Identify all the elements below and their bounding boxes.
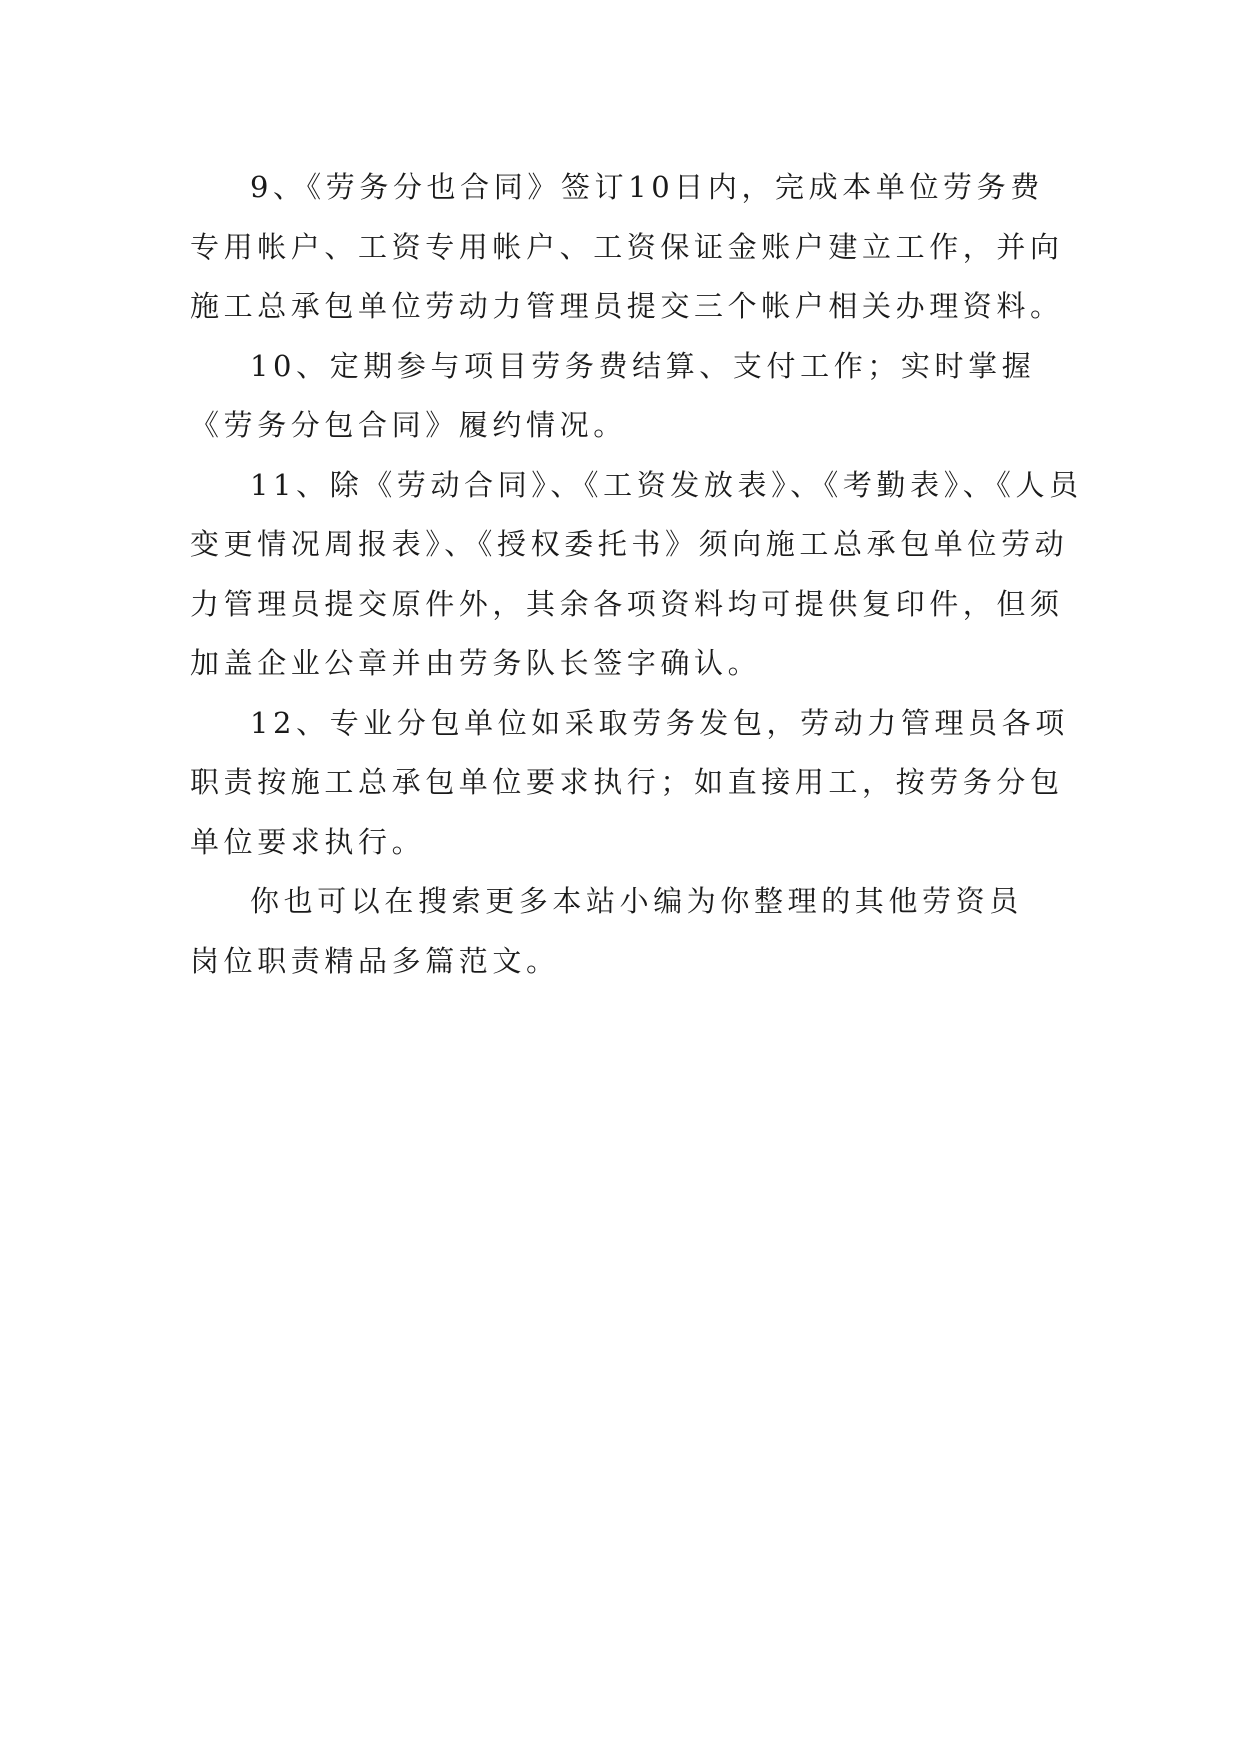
- closing-line-1: 你也可以在搜索更多本站小编为你整理的其他劳资员: [250, 884, 1023, 918]
- paragraph-9-line-1: 9、《劳务分也合同》签订10日内，完成本单位劳务费: [250, 170, 1044, 204]
- paragraph-12-line-1: 12、专业分包单位如采取劳务发包，劳动力管理员各项: [250, 705, 1069, 740]
- paragraph-10-line-1: 10、定期参与项目劳务费结算、支付工作；实时掌握: [250, 348, 1036, 383]
- paragraph-12-line-3: 单位要求执行。: [190, 824, 426, 859]
- paragraph-12-line-2: 职责按施工总承包单位要求执行；如直接用工，按劳务分包: [190, 765, 1064, 799]
- paragraph-9-line-2: 专用帐户、工资专用帐户、工资保证金账户建立工作，并向: [190, 229, 1064, 264]
- document-body: [190, 158, 1083, 991]
- closing-line-2: 岗位职责精品多篇范文。: [190, 943, 560, 978]
- paragraph-11-line-3: 力管理员提交原件外，其余各项资料均可提供复印件，但须: [190, 586, 1064, 621]
- paragraph-9-line-3: 施工总承包单位劳动力管理员提交三个帐户相关办理资料。: [190, 289, 1064, 323]
- paragraph-11-line-1: 11、除《劳动合同》、《工资发放表》、《考勤表》、《人员: [250, 467, 1083, 502]
- paragraph-10-line-2: 《劳务分包合同》履约情况。: [190, 408, 627, 442]
- paragraph-11-line-4: 加盖企业公章并由劳务队长签字确认。: [190, 646, 762, 680]
- paragraph-11-line-2: 变更情况周报表》、《授权委托书》须向施工总承包单位劳动: [190, 527, 1069, 561]
